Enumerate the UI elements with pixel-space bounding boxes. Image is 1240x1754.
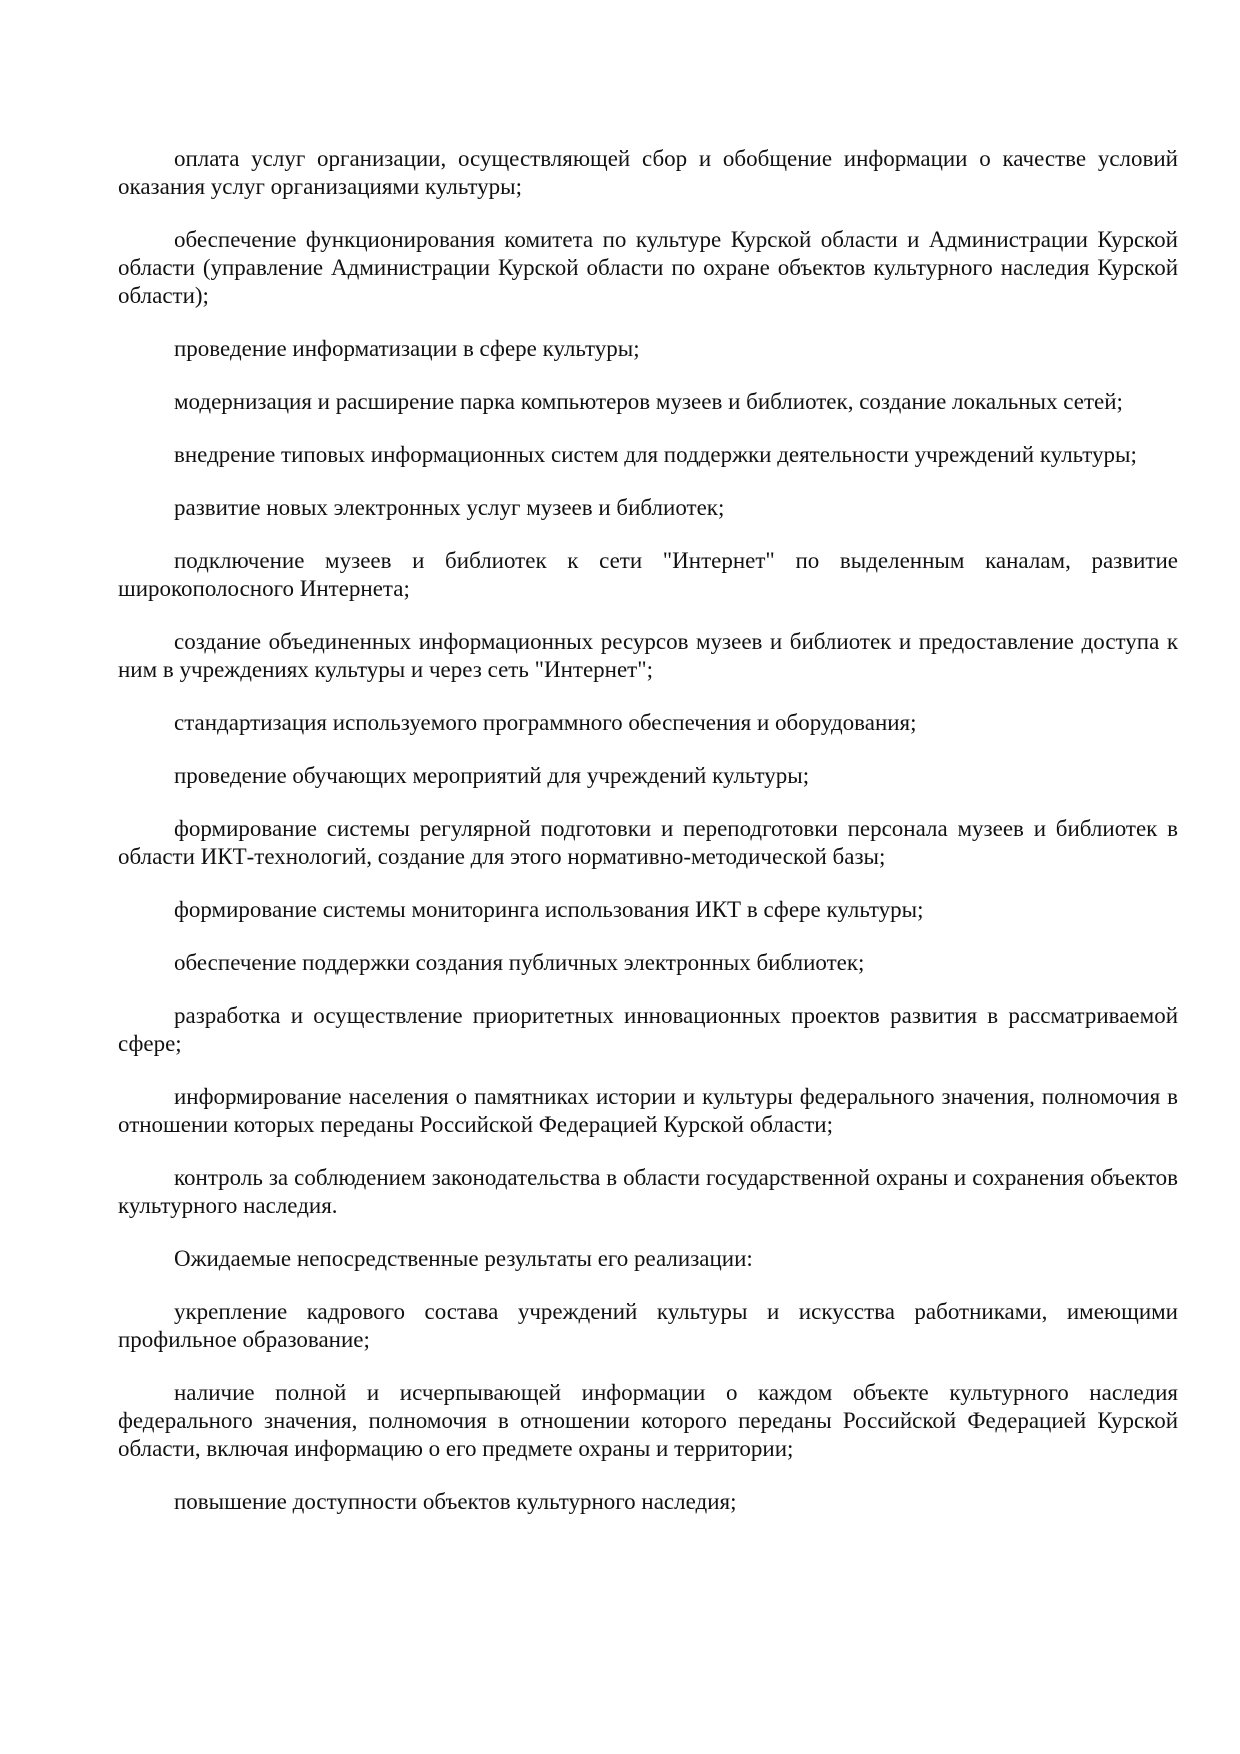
results-heading: Ожидаемые непосредственные результаты его реализации: — [174, 1246, 753, 1271]
paragraph-14: разработка и осуществление приоритетных инновационных проектов развития в рассматриваемой сфере; — [118, 1003, 1178, 1056]
paragraph-8: создание объединенных информационных ресурсов музеев и библиотек и предоставление доступа к ним в учреждениях культуры и через сеть "Интернет"; — [118, 629, 1178, 682]
paragraph-6: развитие новых электронных услуг музеев и библиотек; — [174, 495, 725, 520]
paragraph-20: повышение доступности объектов культурного наследия; — [174, 1489, 737, 1514]
paragraph-5: внедрение типовых информационных систем для поддержки деятельности учреждений культуры; — [174, 442, 1137, 467]
paragraph-1: оплата услуг организации, осуществляющей сбор и обобщение информации о качестве условий оказания услуг организациями культуры; — [118, 146, 1178, 199]
paragraph-3: проведение информатизации в сфере культуры; — [174, 336, 640, 361]
paragraph-15: информирование населения о памятниках истории и культуры федерального значения, полномочия в отношении которых переданы Российской Федерацией Курской области; — [118, 1084, 1178, 1137]
paragraph-19: наличие полной и исчерпывающей информации о каждом объекте культурного наследия федерального значения, полномочия в отношении которого переданы Российской Федерацией Курской области, включая информацию о его предмете охраны и территории; — [118, 1380, 1178, 1461]
paragraph-13: обеспечение поддержки создания публичных электронных библиотек; — [174, 950, 865, 975]
document-body — [118, 145, 1178, 1516]
paragraph-4: модернизация и расширение парка компьютеров музеев и библиотек, создание локальных сетей; — [174, 389, 1123, 414]
paragraph-12: формирование системы мониторинга использования ИКТ в сфере культуры; — [174, 897, 924, 922]
paragraph-16: контроль за соблюдением законодательства в области государственной охраны и сохранения объектов культурного наследия. — [118, 1165, 1178, 1218]
paragraph-2: обеспечение функционирования комитета по культуре Курской области и Администрации Курской области (управление Администрации Курской области по охране объектов культурного наследия Курской области); — [118, 227, 1178, 308]
paragraph-18: укрепление кадрового состава учреждений культуры и искусства работниками, имеющими профильное образование; — [118, 1299, 1178, 1352]
paragraph-10: проведение обучающих мероприятий для учреждений культуры; — [174, 763, 810, 788]
paragraph-7: подключение музеев и библиотек к сети "Интернет" по выделенным каналам, развитие широкополосного Интернета; — [118, 548, 1178, 601]
paragraph-9: стандартизация используемого программного обеспечения и оборудования; — [174, 710, 917, 735]
paragraph-11: формирование системы регулярной подготовки и переподготовки персонала музеев и библиотек в области ИКТ-технологий, создание для этого нормативно-методической базы; — [118, 816, 1178, 869]
